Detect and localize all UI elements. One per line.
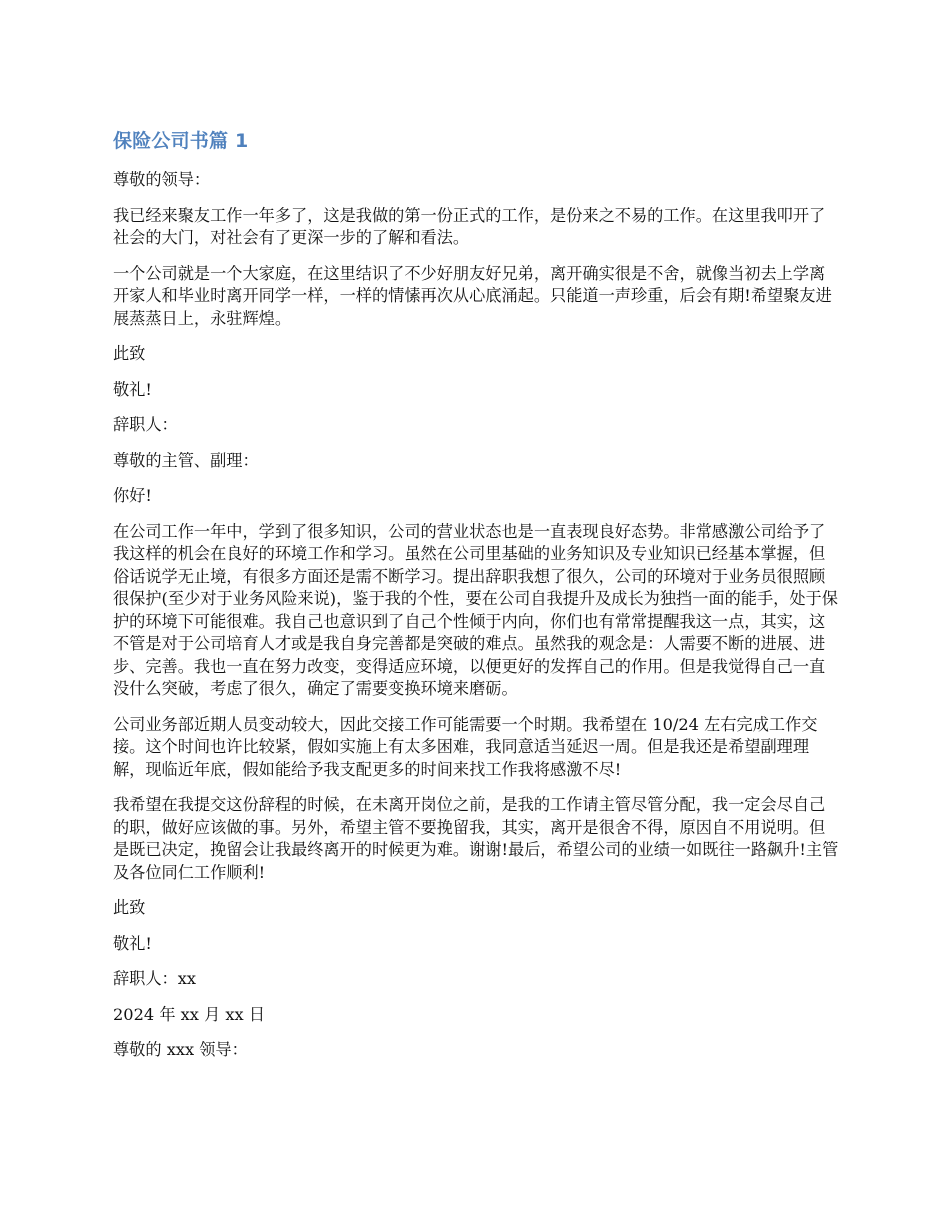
- body-paragraph: 在公司工作一年中，学到了很多知识，公司的营业状态也是一直表现良好态势。非常感激公司给予了我这样的机会在良好的环境工作和学习。虽然在公司里基础的业务知识及专业知识已经基本掌握，但俗话说学无止境，有很多方面还是需不断学习。提出辞职我想了很久，公司的环境对于业务员很照顾很保护(至少对于业务风险来说)，鉴于我的个性，要在公司自我提升及成长为独挡一面的能手，处于保护的环境下可能很难。我自己也意识到了自己个性倾于内向，你们也有常常提醒我这一点，其实，这不管是对于公司培育人才或是我自身完善都是突破的难点。虽然我的观念是：人需要不断的进展、进步、完善。我也一直在努力改变，变得适应环境，以便更好的发挥自己的作用。但是我觉得自己一直没什么突破，考虑了很久，确定了需要变换环境来磨砺。: [113, 521, 838, 698]
- closing-line: 此致: [113, 898, 146, 917]
- closing-line: 敬礼!: [113, 933, 152, 953]
- signature-line: 辞职人：xx: [113, 969, 197, 988]
- date-line: 2024 年 xx 月 xx 日: [113, 1004, 266, 1024]
- salutation: 尊敬的领导：: [113, 170, 211, 189]
- closing-line: 此致: [113, 344, 146, 363]
- body-paragraph: 我希望在我提交这份辞程的时候，在未离开岗位之前，是我的工作请主管尽管分配，我一定会尽自己的职，做好应该做的事。另外，希望主管不要挽留我，其实，离开是很舍不得，原因自不用说明。但是既已决定，挽留会让我最终离开的时候更为难。谢谢!最后，希望公司的业绩一如既往一路飙升!主管及各位同仁工作顺利!: [113, 795, 839, 882]
- body-paragraph: 我已经来聚友工作一年多了，这是我做的第一份正式的工作，是份来之不易的工作。在这里我叩开了社会的大门，对社会有了更深一步的了解和看法。: [113, 205, 826, 247]
- salutation: 尊敬的主管、副理：: [113, 450, 259, 470]
- document-page: [113, 127, 840, 1075]
- salutation: 尊敬的 xxx 领导：: [113, 1040, 248, 1059]
- document-heading: 保险公司书篇 1: [113, 130, 249, 152]
- greeting: 你好!: [113, 486, 152, 505]
- body-paragraph: 公司业务部近期人员变动较大，因此交接工作可能需要一个时期。我希望在 10/24 左右完成工作交接。这个时间也许比较紧，假如实施上有太多困难，我同意适当延迟一周。但是我还是希望副理理解，现临近年底，假如能给予我支配更多的时间来找工作我将感激不尽!: [113, 714, 818, 779]
- closing-line: 敬礼!: [113, 379, 152, 399]
- body-paragraph: 一个公司就是一个大家庭，在这里结识了不少好朋友好兄弟，离开确实很是不舍，就像当初去上学离开家人和毕业时离开同学一样，一样的情愫再次从心底涌起。只能道一声珍重，后会有期!希望聚友进展蒸蒸日上，永驻辉煌。: [113, 263, 832, 328]
- signature-line: 辞职人：: [113, 415, 178, 434]
